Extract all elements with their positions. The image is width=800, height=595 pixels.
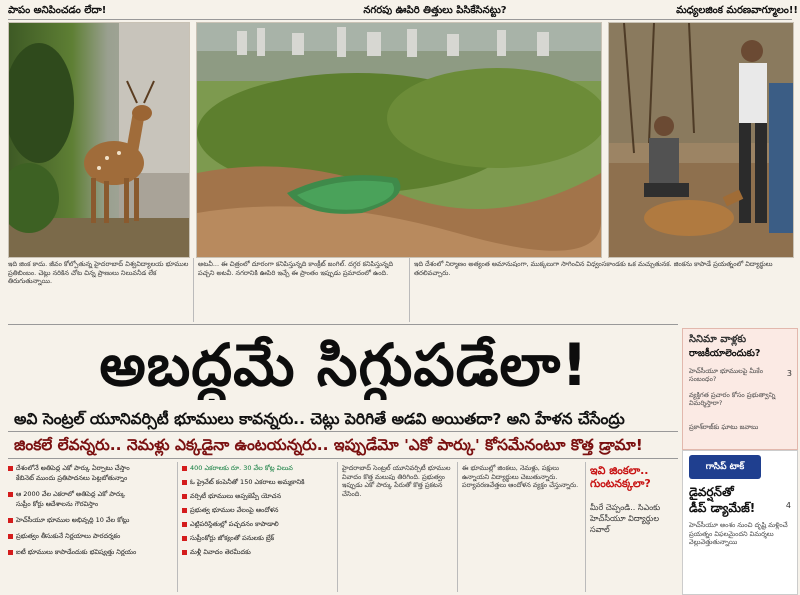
sidebar-subtitle: రాజకీయాలెందుకు? bbox=[689, 348, 761, 359]
bullet-item: ప్రభుత్వ భూముల వేలంపై ఆందోళన bbox=[182, 506, 332, 514]
bullets-left bbox=[8, 464, 173, 592]
sidebar-item: ప్రకాశ్‌రాజ్‌కు ఘాటు జవాబు bbox=[689, 423, 759, 431]
talk-badge: గాసిప్ టాక్ bbox=[689, 455, 761, 479]
bullet-item: ప్రభుత్వం తీసుకునే నిర్ణయాలు పారదర్శకం bbox=[8, 532, 173, 540]
talk-headline-2: డీప్ డ్యామేజ్! bbox=[689, 501, 756, 515]
sidebar-title: సినిమా వాళ్లకు bbox=[689, 334, 747, 345]
bullet-item: దేశంలోనే అతిపెద్ద ఎకో పార్కు ఏర్పాటు చేస్తాం bbox=[8, 464, 173, 472]
deer-photo bbox=[8, 22, 190, 258]
bullet-item: ఓ ప్రైవేట్ కంపెనీతో 150 ఎకరాలు అమ్మకానికి bbox=[182, 478, 332, 486]
small-headline-box bbox=[590, 464, 678, 592]
bullet-item: మళ్లీ వివాదం తెరమీదకు bbox=[182, 548, 332, 556]
bullets-center bbox=[182, 464, 332, 592]
bullet-item: కేబినెట్ ముందు ప్రతిపాదనలు పెట్టబోతున్నాం bbox=[16, 474, 128, 482]
bullet-item: ఆ 2000 వేల ఎకరాలో అతిపెద్ద ఎకో పార్కు bbox=[8, 490, 173, 498]
bullet-item: సుప్రీంకోర్టు జోక్యంతో పనులకు బ్రేక్ bbox=[182, 534, 332, 542]
small-body: మీరే చెప్పండి.. సిఎంకు హెచ్‌సీయూ విద్యార్థుల సవాల్ bbox=[590, 503, 661, 534]
col-text-center: అటవీ... ఈ చిత్రంలో దూరంగా కనిపిస్తున్నది కాంక్రీట్ జంగిల్. దగ్గర కనిపిస్తున్నది పచ్చని అటవీ. నగరానికి ఊపిరి ఇచ్చే ఈ ప్రాంతం ఇప్పుడు ప్రమాదంలో ఉంది. bbox=[198, 260, 394, 277]
sidebar-cinema bbox=[682, 328, 798, 450]
body-col-1: హైదరాబాద్ సెంట్రల్ యూనివర్సిటీ భూముల వివాదం కొత్త మలుపు తిరిగింది. ప్రభుత్వం ఇప్పుడు ఎకో పార్కు పేరుతో కొత్త ప్రకటన చేసింది. bbox=[342, 464, 451, 498]
sidebar-page-num: 3 bbox=[786, 369, 792, 378]
bullet-item: వర్సిటీ భూములు అప్పజెప్పే యోచన bbox=[182, 492, 332, 500]
main-headline: అబద్ధమే సిగ్గుపడేలా! bbox=[99, 331, 589, 399]
sidebar-item: వ్యక్తిగత ప్రచారం కోసం ప్రభుత్వాన్ని విమర్శిస్తారా? bbox=[689, 391, 776, 407]
body-col-2: ఈ భూముల్లో జింకలు, నెమళ్లు, పక్షులు ఉన్నాయని విద్యార్థులు చెబుతున్నారు. పర్యావరణవేత్తలు ఆందోళన వ్యక్తం చేస్తున్నారు. bbox=[462, 464, 579, 489]
talk-page-num: 4 bbox=[785, 501, 791, 510]
bullet-item: ఐటీ భూములు కాపాడేందుకు భవిష్యత్తు నిర్ణయం bbox=[8, 548, 173, 556]
gossip-talk-box bbox=[682, 450, 798, 595]
aerial-photo bbox=[196, 22, 602, 258]
subheadline-2: జింకలే లేవన్నరు.. నెమళ్లు ఎక్కడైనా ఉంటయన్నరు.. ఇప్పుడేమో 'ఎకో పార్కు' కోసమేనంటూ కొత్త డ్రామా! bbox=[14, 436, 643, 454]
small-headline: ఇవి జింకలా.. గుంటనక్కలా? bbox=[590, 464, 651, 490]
talk-headline-1: డైవర్షన్‌తో bbox=[689, 485, 734, 499]
caption-right: మధ్యలజింక మరణవాగ్మూలం!! bbox=[676, 5, 798, 16]
col-text-right: ఇది దేశంలో నిర్మాణం అత్యంత అమానుషంగా, ముక్కలుగా సాగించిన విధ్వంసకాండకు ఒక మచ్చుతునక. జింకను కాపాడే ప్రయత్నంలో విద్యార్థులు తరలివచ్చారు. bbox=[414, 260, 773, 277]
caption-center: నగరపు ఊపిరి తిత్తులు పిసికేసినట్టు? bbox=[363, 5, 507, 16]
bullet-item: హెచ్‌సీయూ భూముల అభివృద్ధి 10 వేల కోట్లు bbox=[8, 516, 173, 524]
bullet-item: ఎట్టిపరిస్థితుల్లో పచ్చదనం కాపాడాలి bbox=[182, 520, 332, 528]
bullet-item: 400 ఎకరాలకు రూ. 30 వేల కోట్ల విలువ bbox=[182, 464, 332, 472]
sidebar-item: హెచ్‌సీయూ భూములపై మీకేం సంబంధం? bbox=[689, 367, 763, 383]
rescue-photo bbox=[608, 22, 794, 258]
col-text-left: ఇది జింక కాదు. జీవం కోల్పోతున్న హైదరాబాద్ విశ్వవిద్యాలయ భూముల ప్రతిబింబం. చెట్లు నరికిన చోట చిన్న ప్రాణులు నిలువనీడ లేక తిరుగుతున్నాయి. bbox=[8, 260, 189, 285]
caption-left: పాపం అనిపించడం లేదా! bbox=[8, 5, 107, 16]
talk-body: హెచ్‌సీయూ అంశం నుంచి దృష్టి మళ్లించే ప్రయత్నం విఫలమైందని విమర్శలు వెల్లువెత్తుతున్నాయి bbox=[689, 521, 788, 546]
bullet-item: సుప్రీం కోర్టు ఆదేశాలను గౌరవిస్తాం bbox=[16, 500, 99, 508]
subheadline-1: అవి సెంట్రల్ యూనివర్సిటీ భూములు కావన్నరు.. చెట్లు పెరిగితే అడవి అయితదా? అని హేళన చేసేంద్రు bbox=[14, 410, 625, 428]
